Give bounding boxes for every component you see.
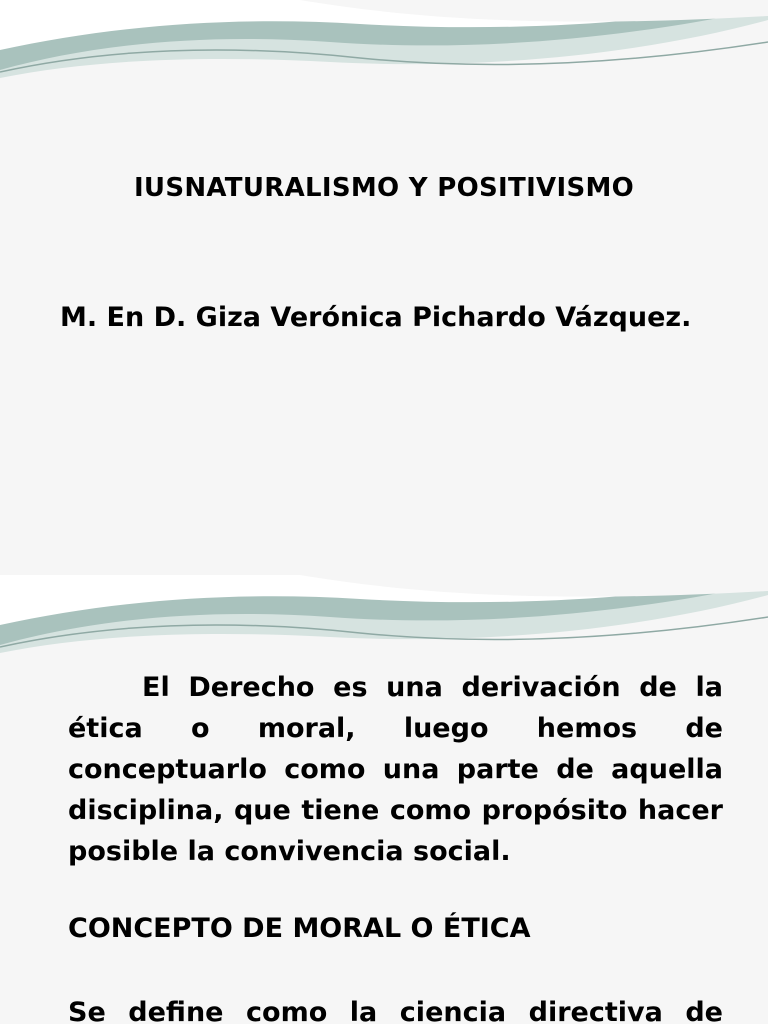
slide-1-header-wave xyxy=(0,0,768,95)
body-paragraph: El Derecho es una derivación de la ética o moral, luego hemos de conceptuarlo como una parte de aquella disciplina, que tiene como propósito hacer posible la convivencia social. xyxy=(68,672,723,867)
slide-2-header-wave xyxy=(0,575,768,670)
section-heading: CONCEPTO DE MORAL O ÉTICA xyxy=(68,913,531,944)
body-paragraph-2: Se define como la ciencia directiva de xyxy=(68,997,723,1024)
slide-title: IUSNATURALISMO Y POSITIVISMO xyxy=(133,173,635,203)
author-name: M. En D. Giza Verónica Pichardo Vázquez. xyxy=(60,302,692,333)
slide-2 xyxy=(0,575,768,1024)
